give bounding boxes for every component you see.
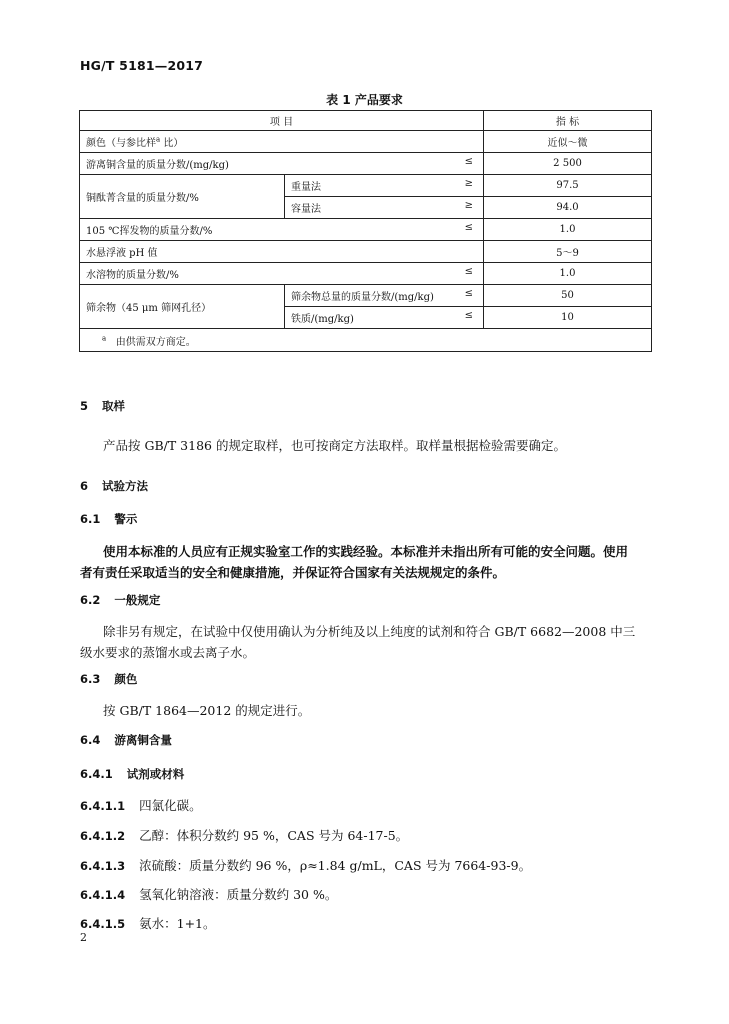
comparison-sign: ≤ [464,266,473,277]
table-footnote: $^a$ 由供需双方商定。 [80,329,652,352]
clause-6-4-1-3: 6.4.1.3 浓硫酸：质量分数约 96 %，ρ≈1.84 g/mL，CAS 号为 7664-93-9。 [80,858,532,873]
sub-row-label: 铁质/(mg/kg) ≤ [285,307,484,329]
page-number: 2 [80,931,87,944]
row-value: 1.0 [484,263,652,285]
section-heading-6-3: 6.3 颜色 [80,672,138,686]
section-heading-6: 6 试验方法 [80,479,149,493]
table-row [80,131,652,153]
row-label: 游离铜含量的质量分数/(mg/kg) ≤ [80,153,484,175]
table-title: 表 1 产品要求 [326,93,403,107]
row-value: 94.0 [484,197,652,219]
section-heading-6-4-1: 6.4.1 试剂或材料 [80,767,185,781]
comparison-sign: ≤ [464,222,473,233]
paragraph-warning-line1: 使用本标准的人员应有正规实验室工作的实践经验。本标准并未指出所有可能的安全问题。使用 [103,544,629,559]
row-value: 97.5 [484,175,652,197]
paragraph-sampling: 产品按 GB/T 3186 的规定取样，也可按商定方法取样。取样量根据检验需要确定。 [103,438,566,453]
standard-code: HG/T 5181—2017 [80,58,204,73]
row-label: 105 ℃挥发物的质量分数/% ≤ [80,219,484,241]
col-index-header: 指 标 [484,111,652,131]
comparison-sign: ≥ [464,200,473,211]
sub-row-label: 容量法 ≥ [285,197,484,219]
row-value: 10 [484,307,652,329]
comparison-sign: ≤ [464,156,473,167]
paragraph-general-line1: 除非另有规定，在试验中仅使用确认为分析纯及以上纯度的试剂和符合 GB/T 6682—2008 中三 [103,624,636,639]
clause-6-4-1-2: 6.4.1.2 乙醇：体积分数约 95 %，CAS 号为 64-17-5。 [80,828,409,843]
row-label: 筛余物（45 μm 筛网孔径） [80,285,285,329]
row-value: 2 500 [484,153,652,175]
sub-row-label: 重量法 ≥ [285,175,484,197]
clause-6-4-1-1: 6.4.1.1 四氯化碳。 [80,798,202,813]
row-value: 1.0 [484,219,652,241]
row-label: 颜色（与参比样$^a$ 比） [80,131,484,153]
section-heading-6-4: 6.4 游离铜含量 [80,733,172,747]
row-value: 5～9 [484,241,652,263]
table-row [80,263,652,285]
section-heading-6-1: 6.1 警示 [80,512,138,526]
comparison-sign: ≥ [464,178,473,189]
row-label: 水溶物的质量分数/% ≤ [80,263,484,285]
table-row [80,175,652,197]
section-heading-5: 5 取样 [80,399,126,413]
table-row [80,241,652,263]
paragraph-warning-line2: 者有责任采取适当的安全和健康措施，并保证符合国家有关法规规定的条件。 [80,565,506,580]
table-row [80,153,652,175]
table-row [80,219,652,241]
row-label: 铜酞菁含量的质量分数/% [80,175,285,219]
sub-row-label: 筛余物总量的质量分数/(mg/kg) ≤ [285,285,484,307]
comparison-sign: ≤ [464,288,473,299]
row-label: 水悬浮液 pH 值 [80,241,484,263]
paragraph-general-line2: 级水要求的蒸馏水或去离子水。 [80,645,256,660]
row-value: 50 [484,285,652,307]
table-header-row [80,111,652,131]
table-footnote-row [80,329,652,352]
product-requirements-table [79,110,652,352]
section-heading-6-2: 6.2 一般规定 [80,593,161,607]
col-item-header: 项 目 [80,111,484,131]
row-value: 近似～微 [484,131,652,153]
clause-6-4-1-4: 6.4.1.4 氢氧化钠溶液：质量分数约 30 %。 [80,887,338,902]
comparison-sign: ≤ [464,310,473,321]
table-row [80,285,652,307]
paragraph-color: 按 GB/T 1864—2012 的规定进行。 [103,703,311,718]
clause-6-4-1-5: 6.4.1.5 氨水：1+1。 [80,916,216,931]
